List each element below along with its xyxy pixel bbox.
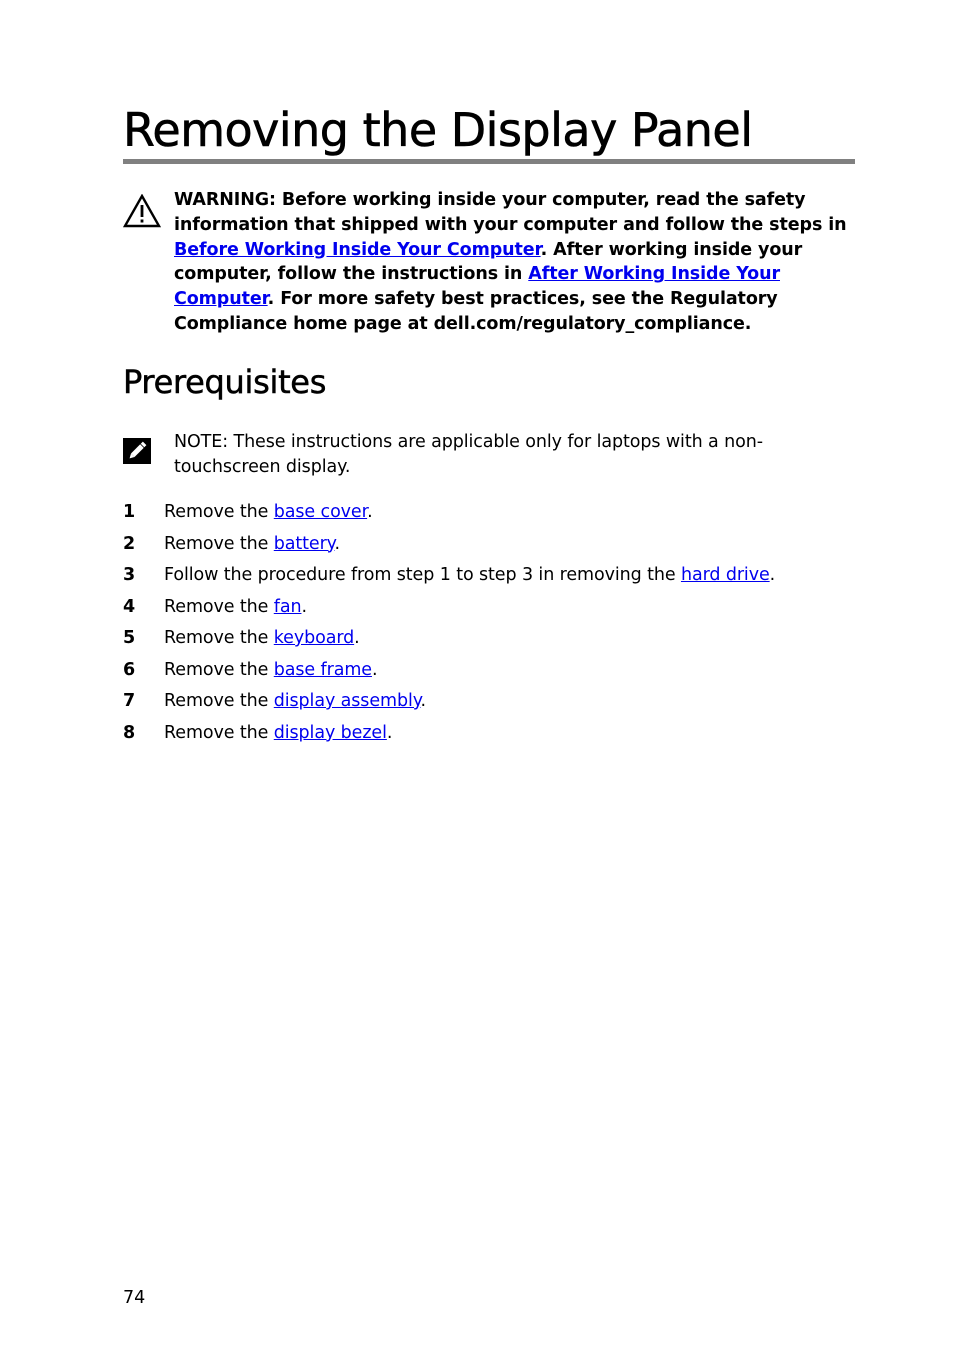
note-label: NOTE: [174,432,229,452]
step-prefix: Remove the [164,628,274,648]
page-number: 74 [123,1288,146,1308]
step-suffix: . [420,691,426,711]
step-item [123,594,858,626]
page-title: Removing the Display Panel [123,103,753,157]
note-block [123,430,858,480]
warning-text-part-3: . For more safety best practices, see the Regulatory Compliance home page at dell.com/regulatory_compliance. [174,289,778,334]
step-prefix: Remove the [164,502,274,522]
note-body: These instructions are applicable only for laptops with a non-touchscreen display. [174,432,763,477]
step-suffix: . [367,502,373,522]
battery-link[interactable]: battery [273,533,335,554]
step-number: 1 [123,502,136,522]
step-prefix: Remove the [164,596,274,617]
step-item [123,657,858,689]
step-prefix: Follow the procedure from step 1 to step 3 in removing the [164,565,681,585]
prerequisites-heading: Prerequisites [123,363,327,401]
step-item [123,688,858,720]
step-prefix: Remove the [164,659,274,680]
note-pencil-icon [123,436,153,466]
warning-block [123,188,858,337]
step-number: 3 [123,565,136,585]
step-item [123,720,858,752]
step-text [164,499,373,525]
hard-drive-link[interactable]: hard drive [680,565,770,585]
before-working-link[interactable]: Before Working Inside Your Computer [174,239,541,260]
note-text [174,430,858,480]
step-item [123,531,858,563]
step-prefix: Remove the [164,533,274,554]
title-underline [123,159,855,164]
step-text [164,720,392,746]
after-working-link[interactable]: After Working Inside Your Computer [174,264,780,310]
step-number: 4 [123,596,136,617]
step-item [123,625,858,657]
step-text [164,657,377,683]
step-suffix: . [301,596,307,617]
fan-link[interactable]: fan [273,596,302,617]
warning-text-part-2: . After working inside your computer, follow the instructions in [174,239,803,285]
step-text [164,531,340,557]
step-prefix: Remove the [164,722,274,743]
step-number: 7 [123,691,136,711]
step-suffix: . [354,628,360,648]
step-suffix: . [769,565,776,585]
warning-text-part-1: WARNING: Before working inside your computer, read the safety information that shipped with your computer and follow the steps in [174,190,847,235]
step-number: 5 [123,628,136,648]
display-assembly-link[interactable]: display assembly [273,691,421,711]
step-suffix: . [334,533,340,554]
base-cover-link[interactable]: base cover [273,502,368,522]
step-text [164,625,360,651]
step-number: 6 [123,659,136,680]
step-text [164,562,775,588]
step-number: 2 [123,533,136,554]
display-bezel-link[interactable]: display bezel [273,722,387,743]
step-prefix: Remove the [164,691,274,711]
keyboard-link[interactable]: keyboard [273,628,355,648]
step-suffix: . [371,659,378,680]
step-number: 8 [123,722,136,743]
prerequisite-steps-list [123,499,858,751]
step-suffix: . [386,722,393,743]
step-text [164,688,426,714]
step-item [123,562,858,594]
warning-triangle-icon [123,194,161,228]
base-frame-link[interactable]: base frame [273,659,372,680]
warning-text [174,188,858,337]
step-text [164,594,307,620]
step-item [123,499,858,531]
